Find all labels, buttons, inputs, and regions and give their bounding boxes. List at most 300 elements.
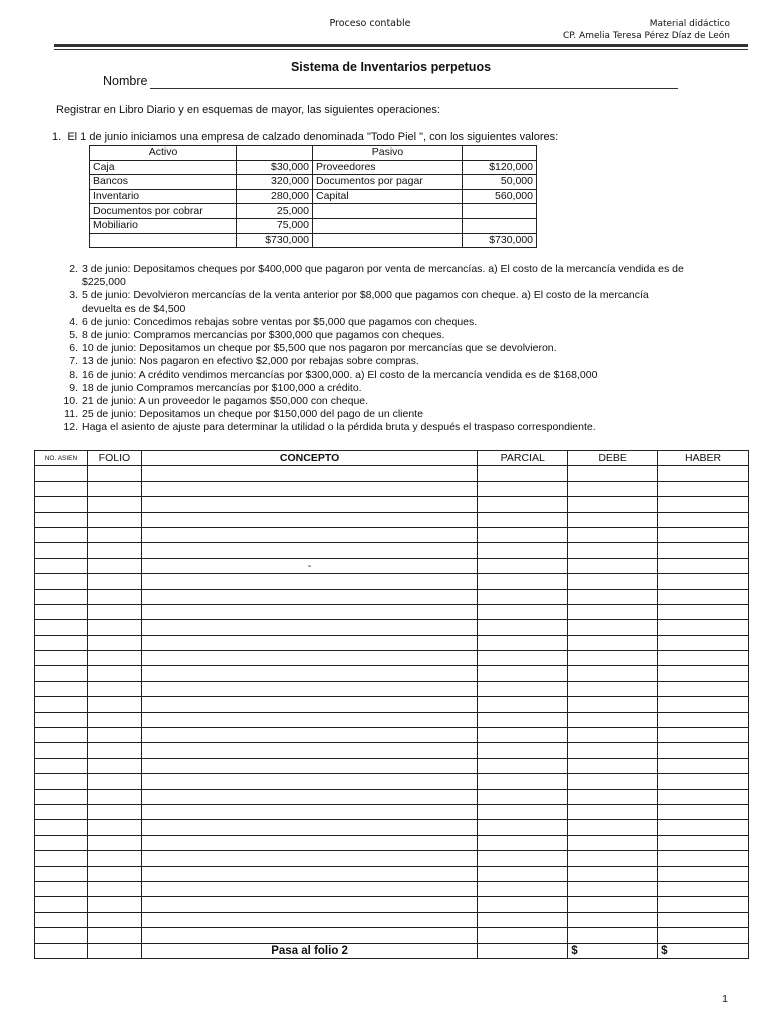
cell-haber[interactable] [658,574,749,589]
cell-debe[interactable] [568,481,658,496]
nombre-label: Nombre [103,74,148,88]
journal-row [35,866,749,881]
cell-haber[interactable] [658,835,749,850]
pasivo-amount: 50,000 [463,175,537,190]
cell-concepto[interactable] [141,789,477,804]
journal-row [35,712,749,727]
cell-parcial[interactable] [478,897,568,912]
operation-number: 12. [63,421,78,434]
cell-debe[interactable] [568,897,658,912]
cell-parcial[interactable] [478,712,568,727]
cell-haber[interactable] [658,481,749,496]
cell-debe[interactable] [568,697,658,712]
operation-number: 5. [69,329,78,342]
cell-haber[interactable] [658,635,749,650]
operation-number: 9. [69,381,78,394]
pasivo-account: Documentos por pagar [313,175,463,190]
cell-parcial[interactable] [478,743,568,758]
cell-folio[interactable] [87,866,141,881]
cell-folio[interactable] [87,666,141,681]
cell-haber[interactable] [658,789,749,804]
cell-concepto[interactable] [141,681,477,696]
pasivo-header: Pasivo [313,146,463,161]
operation-number: 4. [69,315,78,328]
cell-folio[interactable] [87,604,141,619]
cell-no-asiento[interactable] [35,466,88,481]
cell-parcial[interactable] [478,866,568,881]
cell-no-asiento[interactable] [35,651,88,666]
operation-item [44,263,744,276]
operation-item [44,355,744,368]
cell-haber[interactable] [658,497,749,512]
cell-debe[interactable] [568,912,658,927]
cell-folio[interactable] [87,928,141,943]
cell-debe[interactable] [568,774,658,789]
cell-concepto[interactable] [141,820,477,835]
cell-no-asiento[interactable] [35,558,88,573]
operation-item [44,316,744,329]
operation-text: 16 de junio: A crédito vendimos mercancías por $300,000. a) El costo de la mercancía vendida es de $168,000 [82,368,598,381]
cell-haber[interactable] [658,543,749,558]
cell-debe[interactable] [568,881,658,896]
cell-parcial[interactable] [478,543,568,558]
activo-account: Inventario [90,189,237,204]
journal-row [35,481,749,496]
cell-parcial[interactable] [478,481,568,496]
cell-debe[interactable] [568,589,658,604]
cell-haber[interactable] [658,928,749,943]
cell-no-asiento[interactable] [35,620,88,635]
cell-no-asiento[interactable] [35,912,88,927]
cell-concepto[interactable] [141,835,477,850]
journal-row [35,912,749,927]
cell-debe[interactable] [568,512,658,527]
cell-haber[interactable] [658,758,749,773]
operation-number: 7. [69,355,78,368]
cell-parcial[interactable] [478,604,568,619]
journal-row [35,651,749,666]
cell-haber[interactable] [658,897,749,912]
cell-debe[interactable] [568,604,658,619]
col-concepto: CONCEPTO [141,451,477,466]
operation-number: 10. [63,395,78,408]
cell-parcial[interactable] [478,589,568,604]
total-debe: $ [568,943,658,958]
cell-folio[interactable] [87,481,141,496]
cell-parcial[interactable] [478,651,568,666]
cell-concepto[interactable] [141,728,477,743]
cell-concepto[interactable] [141,804,477,819]
footer-blank [478,943,568,958]
cell-debe[interactable] [568,712,658,727]
operation-number: 3. [69,289,78,302]
cell-no-asiento[interactable] [35,897,88,912]
cell-debe[interactable] [568,851,658,866]
cell-concepto[interactable] [141,497,477,512]
cell-no-asiento[interactable] [35,743,88,758]
cell-no-asiento[interactable] [35,881,88,896]
cell-folio[interactable] [87,543,141,558]
cell-debe[interactable] [568,666,658,681]
cell-folio[interactable] [87,820,141,835]
cell-parcial[interactable] [478,697,568,712]
cell-folio[interactable] [87,835,141,850]
cell-debe[interactable] [568,635,658,650]
journal-row [35,666,749,681]
cell-parcial[interactable] [478,881,568,896]
journal-row [35,558,749,573]
pasivo-amount [463,204,537,219]
footer-blank [35,943,88,958]
cell-concepto[interactable] [141,512,477,527]
operation-item [44,303,744,316]
journal-row [35,620,749,635]
cell-folio[interactable] [87,804,141,819]
cell-haber[interactable] [658,666,749,681]
pasivo-account: Proveedores [313,160,463,175]
cell-folio[interactable] [87,912,141,927]
operation-1 [52,131,558,143]
pasivo-account: Capital [313,189,463,204]
cell-debe[interactable] [568,527,658,542]
journal-row [35,835,749,850]
cell-no-asiento[interactable] [35,589,88,604]
operation-item [44,342,744,355]
operation-text: 18 de junio Compramos mercancías por $100,000 a crédito. [82,381,362,394]
cell-no-asiento[interactable] [35,774,88,789]
cell-parcial[interactable] [478,681,568,696]
journal-row [35,604,749,619]
cell-folio[interactable] [87,728,141,743]
cell-concepto[interactable] [141,666,477,681]
cell-debe[interactable] [568,835,658,850]
balance-row [90,175,537,190]
journal-row [35,789,749,804]
cell-concepto[interactable] [141,481,477,496]
cell-debe[interactable] [568,820,658,835]
cell-folio[interactable] [87,512,141,527]
operation-item [44,329,744,342]
cell-concepto[interactable] [141,604,477,619]
cell-no-asiento[interactable] [35,804,88,819]
cell-concepto[interactable] [141,620,477,635]
cell-parcial[interactable] [478,497,568,512]
activo-amount: $30,000 [237,160,313,175]
cell-parcial[interactable] [478,820,568,835]
cell-haber[interactable] [658,851,749,866]
cell-debe[interactable] [568,928,658,943]
operation-text: $225,000 [82,276,126,289]
cell-parcial[interactable] [478,728,568,743]
header-rule-thick [54,44,748,47]
cell-debe[interactable] [568,466,658,481]
cell-debe[interactable] [568,558,658,573]
cell-no-asiento[interactable] [35,527,88,542]
cell-folio[interactable] [87,466,141,481]
cell-debe[interactable] [568,651,658,666]
operation-number: 8. [69,368,78,381]
cell-concepto[interactable] [141,543,477,558]
cell-concepto[interactable] [141,758,477,773]
activo-amount: $730,000 [237,233,313,248]
cell-folio[interactable] [87,697,141,712]
operation-item [44,382,744,395]
activo-account: Mobiliario [90,218,237,233]
cell-haber[interactable] [658,712,749,727]
journal-row [35,928,749,943]
cell-haber[interactable] [658,866,749,881]
cell-parcial[interactable] [478,774,568,789]
cell-haber[interactable] [658,804,749,819]
page-number: 1 [722,993,728,1005]
cell-folio[interactable] [87,881,141,896]
operation-text: 13 de junio: Nos pagaron en efectivo $2,000 por rebajas sobre compras. [82,355,419,368]
cell-parcial[interactable] [478,620,568,635]
cell-haber[interactable] [658,651,749,666]
cell-folio[interactable] [87,789,141,804]
cell-debe[interactable] [568,866,658,881]
activo-account: Documentos por cobrar [90,204,237,219]
cell-concepto[interactable] [141,774,477,789]
balance-row [90,189,537,204]
col-no-asiento: NO. ASIEN [35,451,88,466]
cell-folio[interactable] [87,651,141,666]
col-debe: DEBE [568,451,658,466]
journal-row [35,635,749,650]
cell-parcial[interactable] [478,466,568,481]
activo-amount: 280,000 [237,189,313,204]
cell-concepto[interactable] [141,651,477,666]
cell-folio[interactable] [87,635,141,650]
cell-haber[interactable] [658,466,749,481]
journal-row [35,543,749,558]
cell-folio[interactable] [87,851,141,866]
activo-header: Activo [90,146,237,161]
cell-debe[interactable] [568,728,658,743]
operation-number [44,303,82,316]
cell-folio[interactable] [87,712,141,727]
cell-concepto[interactable] [141,897,477,912]
operation-1-number: 1. [52,131,62,143]
pasivo-amount: $120,000 [463,160,537,175]
cell-parcial[interactable] [478,851,568,866]
cell-parcial[interactable] [478,835,568,850]
cell-parcial[interactable] [478,666,568,681]
balance-header-blank [463,146,537,161]
cell-no-asiento[interactable] [35,789,88,804]
cell-no-asiento[interactable] [35,481,88,496]
operation-item [44,395,744,408]
cell-concepto[interactable] [141,851,477,866]
cell-concepto[interactable] [141,635,477,650]
activo-account [90,233,237,248]
cell-concepto[interactable] [141,697,477,712]
cell-no-asiento[interactable] [35,497,88,512]
cell-debe[interactable] [568,574,658,589]
cell-no-asiento[interactable] [35,835,88,850]
nombre-field-line[interactable] [150,88,678,89]
cell-no-asiento[interactable] [35,712,88,727]
cell-haber[interactable] [658,558,749,573]
operation-1-text: El 1 de junio iniciamos una empresa de calzado denominada "Todo Piel ", con los siguientes valores: [67,131,559,143]
cell-folio[interactable] [87,681,141,696]
cell-no-asiento[interactable] [35,820,88,835]
cell-haber[interactable] [658,774,749,789]
cell-concepto[interactable] [141,712,477,727]
activo-amount: 75,000 [237,218,313,233]
cell-haber[interactable] [658,697,749,712]
cell-no-asiento[interactable] [35,728,88,743]
cell-no-asiento[interactable] [35,758,88,773]
cell-concepto[interactable] [141,881,477,896]
operation-text: devuelta es de $4,500 [82,302,186,315]
cell-haber[interactable] [658,527,749,542]
pasa-al-folio: Pasa al folio 2 [141,943,477,958]
cell-haber[interactable] [658,728,749,743]
cell-concepto[interactable] [141,912,477,927]
cell-concepto[interactable]: - [141,558,477,573]
cell-haber[interactable] [658,881,749,896]
cell-haber[interactable] [658,604,749,619]
cell-concepto[interactable] [141,574,477,589]
cell-folio[interactable] [87,527,141,542]
cell-folio[interactable] [87,558,141,573]
cell-concepto[interactable] [141,743,477,758]
col-folio: FOLIO [87,451,141,466]
cell-parcial[interactable] [478,928,568,943]
pasivo-account [313,233,463,248]
cell-debe[interactable] [568,743,658,758]
cell-no-asiento[interactable] [35,866,88,881]
cell-folio[interactable] [87,620,141,635]
operation-number: 6. [69,342,78,355]
operation-number: 2. [69,263,78,275]
cell-no-asiento[interactable] [35,512,88,527]
cell-concepto[interactable] [141,527,477,542]
cell-parcial[interactable] [478,574,568,589]
operation-item [44,421,744,434]
journal-row [35,881,749,896]
activo-account: Bancos [90,175,237,190]
cell-concepto[interactable] [141,589,477,604]
cell-folio[interactable] [87,589,141,604]
operation-number: 11. [64,408,78,421]
balance-row [90,160,537,175]
page-title: Sistema de Inventarios perpetuos [290,60,492,74]
operation-text: 5 de junio: Devolvieron mercancías de la venta anterior por $8,000 que pagamos con cheque. a) El costo de la mercancía [82,289,649,302]
cell-debe[interactable] [568,804,658,819]
total-haber: $ [658,943,749,958]
cell-no-asiento[interactable] [35,697,88,712]
cell-folio[interactable] [87,897,141,912]
operation-item [44,369,744,382]
cell-parcial[interactable] [478,558,568,573]
cell-debe[interactable] [568,681,658,696]
cell-debe[interactable] [568,543,658,558]
opening-balance-table [89,145,537,248]
cell-no-asiento[interactable] [35,604,88,619]
operation-text: 8 de junio: Compramos mercancías por $300,000 que pagamos con cheques. [82,329,445,342]
pasivo-amount: $730,000 [463,233,537,248]
activo-account: Caja [90,160,237,175]
cell-parcial[interactable] [478,527,568,542]
operations-list [44,263,744,435]
cell-no-asiento[interactable] [35,574,88,589]
cell-haber[interactable] [658,743,749,758]
cell-haber[interactable] [658,620,749,635]
operation-text: 6 de junio: Concedimos rebajas sobre ventas por $5,000 que pagamos con cheques. [82,315,478,328]
cell-no-asiento[interactable] [35,543,88,558]
header-center: Proceso contable [329,18,411,29]
cell-folio[interactable] [87,774,141,789]
cell-concepto[interactable] [141,928,477,943]
journal-row [35,527,749,542]
cell-no-asiento[interactable] [35,928,88,943]
pasivo-account [313,204,463,219]
cell-haber[interactable] [658,681,749,696]
journal-row [35,466,749,481]
header-rule-thin [54,49,748,50]
cell-parcial[interactable] [478,512,568,527]
journal-row [35,512,749,527]
journal-table [34,450,749,959]
cell-no-asiento[interactable] [35,635,88,650]
cell-debe[interactable] [568,620,658,635]
journal-row [35,681,749,696]
cell-parcial[interactable] [478,789,568,804]
cell-parcial[interactable] [478,912,568,927]
cell-debe[interactable] [568,758,658,773]
cell-parcial[interactable] [478,758,568,773]
cell-no-asiento[interactable] [35,666,88,681]
cell-no-asiento[interactable] [35,681,88,696]
journal-row [35,758,749,773]
operation-text: 21 de junio: A un proveedor le pagamos $50,000 con cheque. [82,395,369,408]
cell-haber[interactable] [658,820,749,835]
cell-concepto[interactable] [141,866,477,881]
journal-row [35,589,749,604]
cell-no-asiento[interactable] [35,851,88,866]
cell-haber[interactable] [658,589,749,604]
activo-amount: 25,000 [237,204,313,219]
journal-row [35,897,749,912]
col-parcial: PARCIAL [478,451,568,466]
journal-row [35,851,749,866]
pasivo-account [313,218,463,233]
cell-debe[interactable] [568,497,658,512]
cell-haber[interactable] [658,512,749,527]
cell-folio[interactable] [87,497,141,512]
operation-text: Haga el asiento de ajuste para determinar la utilidad o la pérdida bruta y después el traspaso correspondiente. [82,421,596,434]
cell-concepto[interactable] [141,466,477,481]
operation-number [44,276,82,289]
balance-header-blank [237,146,313,161]
operation-item [44,276,744,289]
cell-folio[interactable] [87,743,141,758]
cell-haber[interactable] [658,912,749,927]
balance-row [90,233,537,248]
operation-item [44,408,744,421]
balance-row [90,218,537,233]
cell-parcial[interactable] [478,804,568,819]
header-right-line2: CP. Amelia Teresa Pérez Díaz de León [563,31,730,41]
cell-folio[interactable] [87,574,141,589]
operation-text: 10 de junio: Depositamos un cheque por $5,500 que nos pagaron por mercancías que se devolvieron. [82,342,557,355]
cell-folio[interactable] [87,758,141,773]
cell-debe[interactable] [568,789,658,804]
cell-parcial[interactable] [478,635,568,650]
operation-text: 3 de junio: Depositamos cheques por $400,000 que pagaron por venta de mercancías. a) El costo de la mercancía vendida es de [82,263,684,275]
